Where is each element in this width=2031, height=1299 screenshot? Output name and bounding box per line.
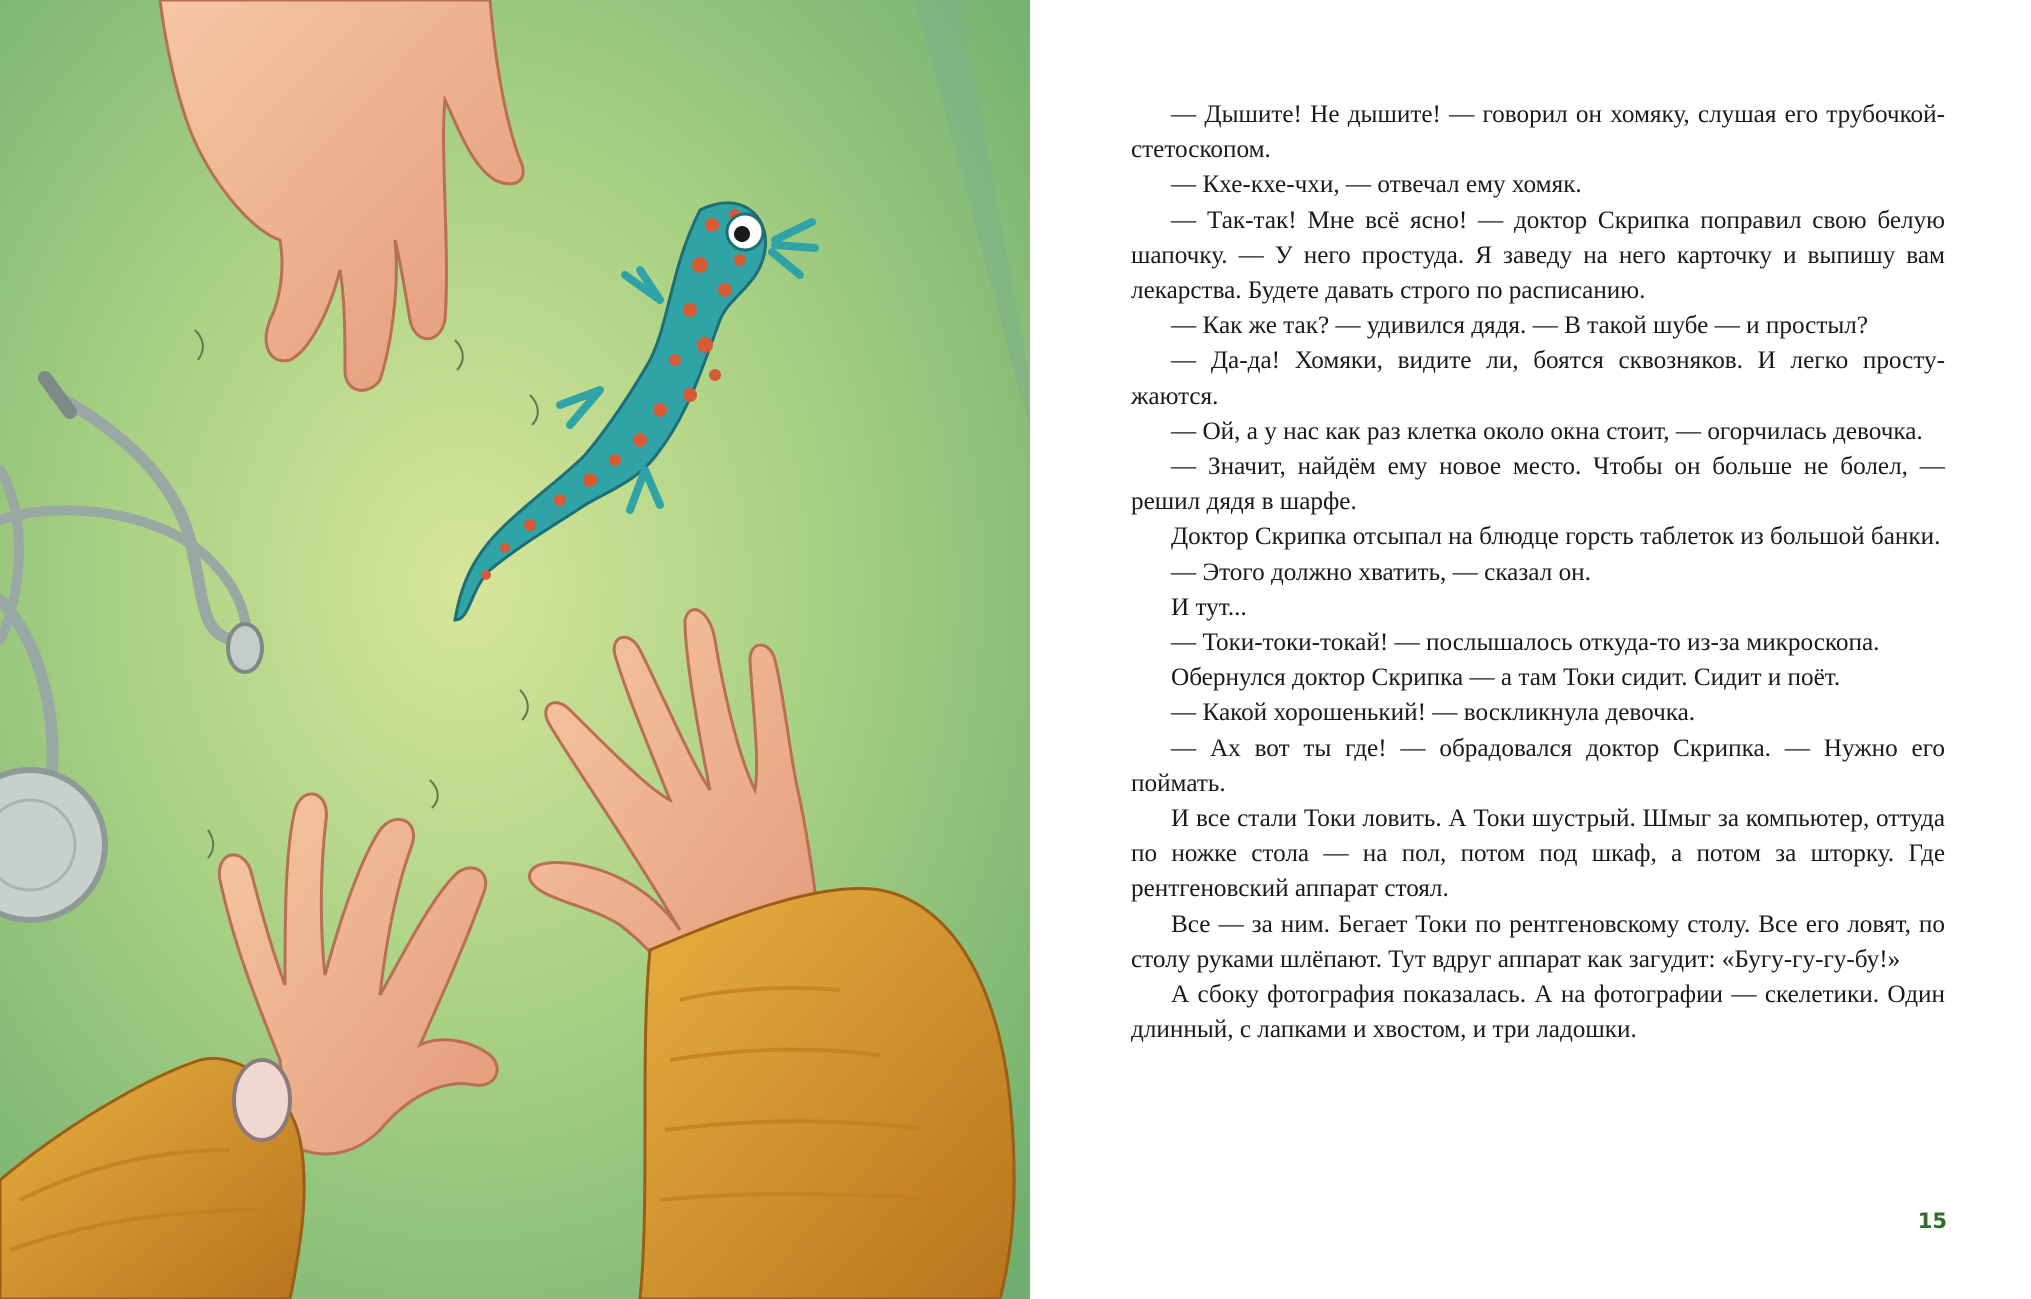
paragraph: И все стали Токи ловить. А Токи шустрый. Шмыг за компьютер, оттуда по ножке стола — на пол, потом под шкаф, а потом за шторку. Где рентгеновский аппарат стоял.	[1131, 805, 1945, 903]
paragraph: — Этого должно хватить, — сказал он.	[1171, 558, 1591, 586]
paragraph: — Значит, найдём ему новое место. Чтобы он больше не болел, — решил дядя в шарфе.	[1131, 453, 1945, 516]
paragraph: — Какой хорошенький! — воскликнула девочка.	[1171, 699, 1696, 727]
watch-icon	[234, 1060, 290, 1140]
paragraph: Все — за ним. Бегает Токи по рентгеновскому столу. Все его ловят, по столу руками шлёпают. Тут вдруг аппарат как загудит: «Бугу-гу-гу-бу!»	[1131, 910, 1945, 973]
page-number: 15	[1917, 1209, 1947, 1233]
paragraph: — Кхе-кхе-чхи, — отвечал ему хомяк.	[1171, 171, 1582, 199]
paragraph: Обернулся доктор Скрипка — а там Токи сидит. Сидит и поёт.	[1171, 664, 1841, 692]
paragraph: — Дышите! Не дышите! — говорил он хомяку, слушая его трубочкой-стетоскопом.	[1131, 101, 1945, 164]
text-page	[1030, 0, 2031, 1299]
paragraph: Доктор Скрипка отсыпал на блюдце горсть таблеток из большой банки.	[1171, 523, 1941, 551]
right-sleeve	[640, 888, 1014, 1299]
paragraph: — Так-так! Мне всё ясно! — доктор Скрипка поправил свою белую шапочку. — У него простуда. Я заведу на него карточку и выпишу вам лекарства. Будете давать строго по расписанию.	[1131, 206, 1945, 305]
paragraph: — Ах вот ты где! — обрадовался доктор Скрипка. — Нужно его поймать.	[1131, 734, 1945, 797]
paragraph: — Да-да! Хомяки, видите ли, боятся сквозняков. И легко простужаются.	[1131, 347, 1945, 410]
paragraph: А сбоку фотография показалась. А на фотографии — скелетики. Один длинный, с лапками и хвостом, и три ладошки.	[1131, 981, 1945, 1044]
paragraph: — Ой, а у нас как раз клетка около окна стоит, — огорчилась девочка.	[1171, 417, 1923, 445]
paragraph: — Токи-токи-токай! — послышалось откуда-то из-за микроскопа.	[1171, 629, 1880, 657]
story-text	[1131, 97, 1945, 1047]
paragraph: И тут...	[1171, 593, 1247, 621]
paragraph: — Как же так? — удивился дядя. — В такой шубе — и простыл?	[1171, 312, 1869, 340]
